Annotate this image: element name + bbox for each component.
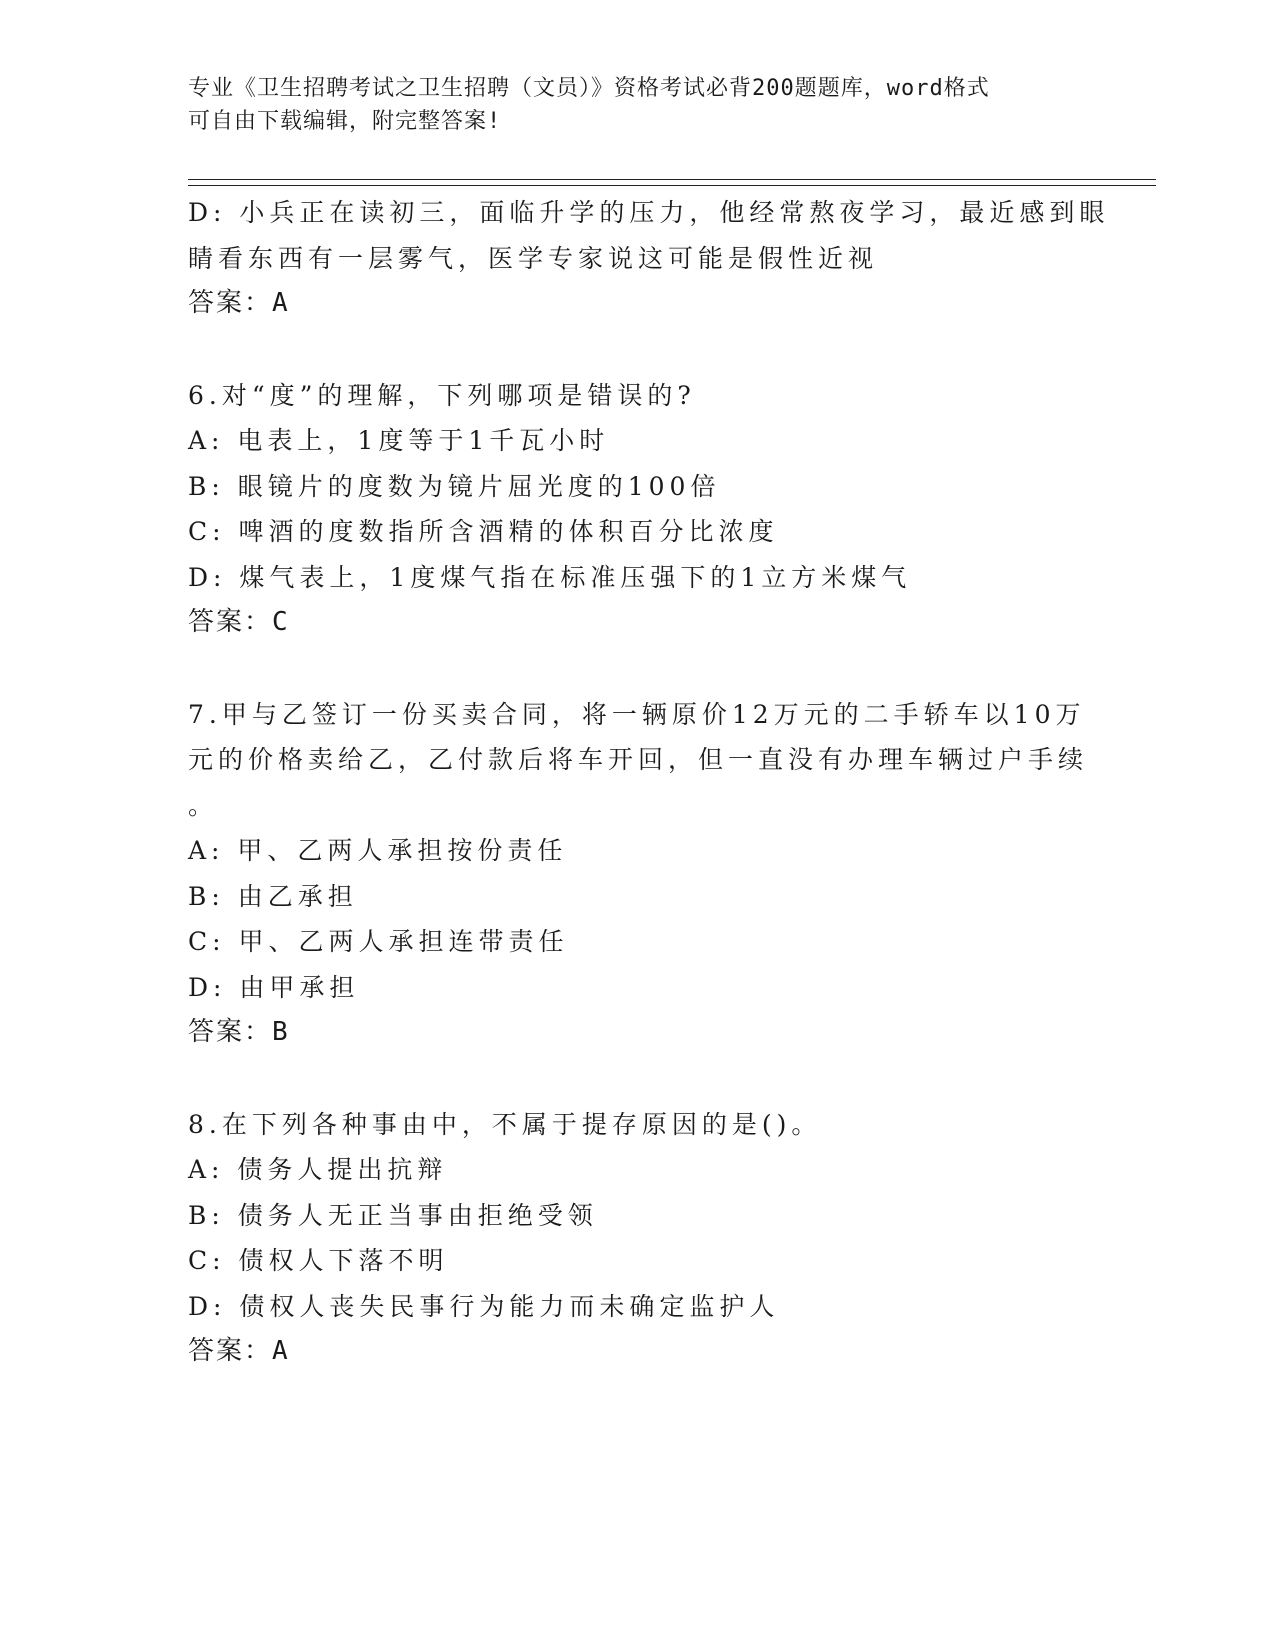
question-7 [188, 692, 1088, 1056]
question-8-option-d: D: 债权人丧失民事行为能力而未确定监护人 [188, 1291, 780, 1321]
question-6-text: 6.对“度”的理解，下列哪项是错误的? [188, 380, 696, 410]
header-line-2: 可自由下载编辑，附完整答案! [188, 109, 502, 134]
answer-5: 答案：A [188, 288, 290, 318]
answer-8: 答案：A [188, 1336, 290, 1366]
question-8-option-a: A: 债务人提出抗辩 [188, 1155, 448, 1184]
question-7-option-b: B: 由乙承担 [188, 881, 358, 911]
question-8-option-c: C: 债权人下落不明 [188, 1246, 449, 1275]
question-7-option-d: D: 由甲承担 [188, 972, 360, 1002]
question-8-option-b: B: 债务人无正当事由拒绝受领 [188, 1200, 598, 1230]
question-7-option-c: C: 甲、乙两人承担连带责任 [188, 927, 569, 956]
question-6-option-b: B: 眼镜片的度数为镜片屈光度的100倍 [188, 471, 721, 501]
question-7-text-line-3: 。 [188, 790, 219, 820]
question-6 [188, 373, 1088, 646]
option-d-line-1: D: 小兵正在读初三，面临升学的压力，他经常熬夜学习，最近感到眼 [188, 198, 1110, 227]
spacer [188, 646, 1088, 692]
question-6-option-d: D: 煤气表上，1度煤气指在标准压强下的1立方米煤气 [188, 562, 912, 592]
question-7-text-line-2: 元的价格卖给乙，乙付款后将车开回，但一直没有办理车辆过户手续 [188, 745, 1089, 774]
option-d-line-2: 睛看东西有一层雾气，医学专家说这可能是假性近视 [188, 243, 879, 273]
answer-6: 答案：C [188, 607, 290, 637]
question-list [188, 190, 1110, 1375]
question-8 [188, 1102, 1088, 1375]
spacer [188, 327, 1088, 373]
question-5-continuation [188, 190, 1110, 327]
question-6-option-c: C: 啤酒的度数指所含酒精的体积百分比浓度 [188, 517, 779, 546]
header-divider-bottom [188, 185, 1156, 186]
question-7-text-line-1: 7.甲与乙签订一份买卖合同，将一辆原价12万元的二手轿车以10万 [188, 699, 1086, 729]
question-7-option-a: A: 甲、乙两人承担按份责任 [188, 836, 568, 865]
document-header [188, 72, 1088, 138]
answer-7: 答案：B [188, 1017, 290, 1047]
question-8-text: 8.在下列各种事由中，不属于提存原因的是()。 [188, 1109, 822, 1139]
question-6-option-a: A: 电表上，1度等于1千瓦小时 [188, 426, 610, 455]
header-line-1: 专业《卫生招聘考试之卫生招聘（文员）》资格考试必背200题题库，word格式 [188, 76, 990, 101]
header-divider-top [188, 179, 1156, 180]
spacer [188, 1056, 1088, 1102]
